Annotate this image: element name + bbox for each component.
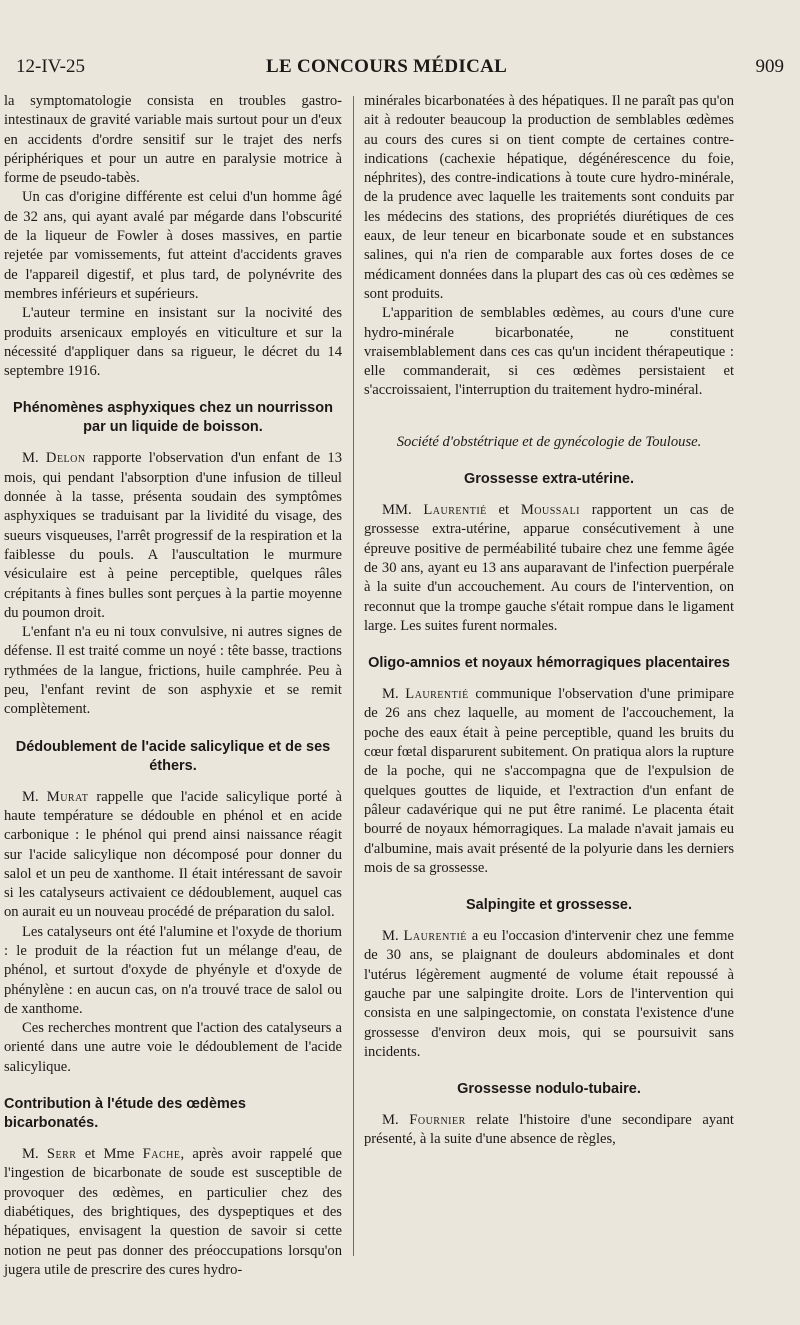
text-run: , après avoir rappelé que l'ingestion de bicarbonate de soude est susceptible de provoquer des œdèmes, en particulier chez des diabétiques, des brightiques, des dyspeptiques et des hépatiques, envisagent la question de savoir si cette notion ne peut pas donner des préoccupations lorsqu'on jugera utile de prescrire des cures hydro-: [4, 1146, 342, 1278]
author-name: Serr: [46, 1146, 77, 1163]
author-name: Fournier: [409, 1112, 466, 1129]
paragraph: L'auteur termine en insistant sur la nocivité des produits arsenicaux employés en viticulture et sur la nécessité d'appliquer dans sa rigueur, le décret du 14 septembre 1916.: [4, 305, 342, 380]
paragraph: [364, 1111, 734, 1150]
text-run: communique l'observation d'une primipare de 26 ans chez laquelle, au moment de l'accouchement, la poche des eaux était à peine perceptible, quand les bruits du cœur fœtal disparurent subitement. On pratiqua alors la rupture de la poche, qui ne s'accompagna que de l'expulsion de quelques gouttes de liquide, et l'extraction d'un enfant de pâleur cadavérique qui ne put être ranimé. Le placenta était bourré de noyaux hémorragiques. La malade n'avait jamais eu d'albumine, mais avait présenté de la polyurie dans les derniers mois de sa grossesse.: [364, 686, 734, 876]
paragraph: L'apparition de semblables œdèmes, au cours d'une cure hydro-minérale bicarbonatée, ne constituent vraisemblablement dans ces cas qu'un incident thérapeutique : elle commanderait, si ces œdèmes persistaient et s'accroissaient, l'interruption du traitement hydro-minéral.: [364, 305, 734, 399]
section-heading: Contribution à l'étude des œdèmes bicarbonatés.: [4, 1096, 246, 1132]
paragraph: [364, 501, 734, 636]
section-heading: Salpingite et grossesse.: [465, 897, 632, 914]
text-run: MM.: [382, 502, 424, 519]
paragraph: L'enfant n'a eu ni toux convulsive, ni autres signes de défense. Il est traité comme un noyé : tête basse, tractions rythmées de la langue, frictions, huile camphrée. Peu à peu, l'enfant revint de son asphyxie et se remit complètement.: [4, 624, 342, 718]
text-run: et: [486, 502, 521, 519]
page-number: 909: [755, 56, 784, 77]
text-run: relate l'histoire d'une secondipare ayant présenté, à la suite d'une absence de règles,: [364, 1112, 734, 1148]
paragraph: Un cas d'origine différente est celui d'un homme âgé de 32 ans, qui ayant avalé par mégarde dans l'obscurité de la liqueur de Fowler à doses massives, en partie rejetée par vomissements, fut atteint d'accidents graves de l'appareil digestif, et plus tard, de polynévrite des membres inférieurs et supérieurs.: [4, 189, 342, 302]
text-run: et Mme: [76, 1146, 143, 1163]
text-run: M.: [22, 450, 46, 467]
paragraph: [4, 449, 342, 623]
section-heading: Dédoublement de l'acide salicylique et de ses éthers.: [15, 738, 331, 774]
text-run: rapporte l'observation d'un enfant de 13 mois, qui pendant l'absorption d'une infusion de tilleul donnée à la tasse, présenta soudain des symptômes asphyxiques se traduisant par la lividité du visage, des sueurs visqueuses, l'arrêt progressif de la respiration et la faiblesse du pouls. A l'auscultation le murmure vésiculaire est à peine perceptible, quelques râles crépitants à fines bulles sont perçues à la partie moyenne du poumon droit.: [4, 450, 342, 621]
author-name: Murat: [46, 788, 89, 805]
right-column: [364, 92, 734, 1150]
journal-title: LE CONCOURS MÉDICAL: [266, 56, 508, 77]
paragraph: [364, 685, 734, 878]
section-heading: Oligo-amnios et noyaux hémorragiques placentaires: [368, 655, 730, 672]
paragraph: [4, 788, 342, 923]
author-name: Laurentié: [403, 928, 467, 945]
paragraph: minérales bicarbonatées à des hépatiques. Il ne paraît pas qu'on ait à redouter beaucoup la production de semblables œdèmes au cours des cures si on tient compte de certaines contre-indications (cachexie hépatique, dégénérescence du foie, néphrites), des contre-indications à toute cure hydro-minérale, de la prudence avec laquelle les traitements sont conduits par les médecins des stations, des propriétés diurétiques de ces eaux, de leur teneur en bicarbonate soude et en substances salines, qui n'a rien de comparable aux fortes doses de ce médicament données dans la plupart des cas où ces œdèmes se sont produits.: [364, 93, 734, 302]
text-run: M.: [22, 1146, 47, 1163]
paragraph: [4, 1145, 342, 1280]
section-heading: Grossesse extra-utérine.: [463, 471, 635, 488]
left-column: [4, 92, 342, 1280]
text-run: rappelle que l'acide salicylique porté à haute température se dédouble en phénol et en acide carbonique : le phénol qui prend ainsi naissance réagit sur l'acide salicylique non décomposé pour donner du salol et un peu de xanthome. Il était intéressant de savoir si les catalyseurs activaient ce dédoublement, auquel cas on aurait eu un nouveau procédé de préparation du salol.: [4, 788, 343, 921]
text-run: M.: [382, 928, 404, 945]
author-name: Laurentié: [405, 686, 469, 703]
text-run: rapportent un cas de grossesse extra-utérine, apparue consécutivement à une épreuve positive de perméabilité tubaire chez une femme âgée de 30 ans, ayant eu 13 ans auparavant de l'infection puerpérale à la suite d'un accouchement. Au cours de l'intervention, on reconnut que la trompe gauche s'était rompue dans le ligament large. Les suites furent normales.: [364, 502, 734, 634]
paragraph: [364, 927, 734, 1062]
section-heading: Phénomènes asphyxiques chez un nourrisson par un liquide de boisson.: [13, 400, 333, 436]
text-run: M.: [382, 686, 406, 703]
text-run: M.: [382, 1112, 410, 1129]
paragraph: Ces recherches montrent que l'action des catalyseurs a orienté dans une autre voie le dédoublement de l'acide salicylique.: [4, 1020, 342, 1075]
text-run: a eu l'occasion d'intervenir chez une femme de 30 ans, se plaignant de douleurs abdominales et dont l'utérus légèrement augmenté de volume était repoussé à gauche par une salpingite droite. Lors de l'intervention qui consista en une salpingectomie, on constata l'existence d'une grossesse d'environ deux mois, qui se poursuivit sans incidents.: [364, 928, 734, 1060]
author-name: Delon: [45, 450, 86, 467]
column-divider: [353, 96, 354, 1256]
author-name: Moussali: [520, 502, 581, 519]
section-heading: Grossesse nodulo-tubaire.: [457, 1081, 641, 1098]
author-name: Fache: [142, 1146, 181, 1163]
paragraph: Les catalyseurs ont été l'alumine et l'oxyde de thorium : le produit de la réaction fut un mélange d'eau, de phénol, et surtout d'oxyde de phyényle et d'oxyde de phénylène : en aucun cas, on n'a trouvé trace de salol ou de xanthome.: [4, 923, 342, 1017]
issue-date: 12-IV-25: [16, 56, 85, 77]
paragraph: la symptomatologie consista en troubles gastro-intestinaux de gravité variable mais surtout pour un d'eux en accidents d'ordre sensitif sur le trajet des nerfs périphériques et pour un autre en paralysie motrice à forme de pseudo-tabès.: [4, 93, 342, 187]
page-header: [16, 52, 790, 86]
author-name: Laurentié: [423, 502, 487, 519]
society-heading: Société d'obstétrique et de gynécologie de Toulouse.: [396, 433, 702, 450]
text-run: M.: [22, 788, 47, 805]
